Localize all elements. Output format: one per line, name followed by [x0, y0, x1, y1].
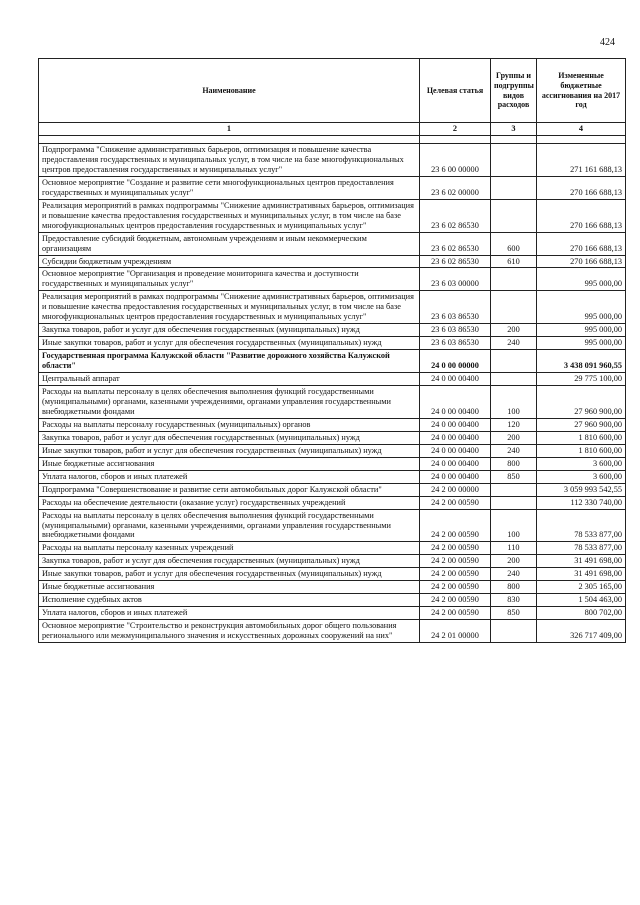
column-number: 1 [39, 123, 420, 136]
row-group: 240 [491, 337, 537, 350]
row-group: 850 [491, 470, 537, 483]
table-row [39, 470, 626, 483]
row-name: Подпрограмма "Совершенствование и развитие сети автомобильных дорог Калужской области" [39, 483, 420, 496]
row-name: Закупка товаров, работ и услуг для обеспечения государственных (муниципальных) нужд [39, 431, 420, 444]
table-row [39, 373, 626, 386]
row-name: Основное мероприятие "Создание и развитие сети многофункциональных центров предоставления государственных и муниципальных услуг" [39, 176, 420, 199]
row-amount: 1 504 463,00 [537, 594, 626, 607]
row-group [491, 483, 537, 496]
table-row [39, 457, 626, 470]
row-name: Расходы на выплаты персоналу казенных учреждений [39, 542, 420, 555]
row-amount: 270 166 688,13 [537, 255, 626, 268]
row-target-code: 24 0 00 00400 [420, 431, 491, 444]
row-target-code: 24 2 00 00590 [420, 594, 491, 607]
table-row [39, 555, 626, 568]
row-name: Субсидии бюджетным учреждениям [39, 255, 420, 268]
table-row [39, 324, 626, 337]
column-number-row [39, 123, 626, 136]
row-target-code: 24 2 00 00590 [420, 555, 491, 568]
row-name: Реализация мероприятий в рамках подпрограммы "Снижение административных барьеров, оптимизация и повышение качества предоставления государственных и муниципальных услуг, в том числе на базе многофункциональных центров предоставления государственных и муниципальных услуг" [39, 199, 420, 232]
budget-table [38, 58, 626, 643]
table-row [39, 581, 626, 594]
row-amount: 270 166 688,13 [537, 199, 626, 232]
row-group: 110 [491, 542, 537, 555]
row-name: Закупка товаров, работ и услуг для обеспечения государственных (муниципальных) нужд [39, 324, 420, 337]
header-target: Целевая статья [420, 59, 491, 123]
row-group: 200 [491, 431, 537, 444]
row-amount: 78 533 877,00 [537, 542, 626, 555]
table-row [39, 337, 626, 350]
row-name: Иные закупки товаров, работ и услуг для обеспечения государственных (муниципальных) нужд [39, 444, 420, 457]
row-target-code: 24 2 00 00590 [420, 509, 491, 542]
row-target-code: 24 0 00 00400 [420, 373, 491, 386]
table-row [39, 255, 626, 268]
row-group: 800 [491, 581, 537, 594]
column-number: 2 [420, 123, 491, 136]
row-amount: 995 000,00 [537, 324, 626, 337]
row-amount: 78 533 877,00 [537, 509, 626, 542]
row-group [491, 199, 537, 232]
row-amount: 271 161 688,13 [537, 144, 626, 177]
table-row [39, 199, 626, 232]
row-amount: 31 491 698,00 [537, 568, 626, 581]
row-amount: 31 491 698,00 [537, 555, 626, 568]
row-target-code: 24 2 00 00000 [420, 483, 491, 496]
row-target-code: 24 2 01 00000 [420, 620, 491, 643]
row-name: Расходы на обеспечение деятельности (оказание услуг) государственных учреждений [39, 496, 420, 509]
row-group: 120 [491, 418, 537, 431]
table-row [39, 268, 626, 291]
table-row [39, 594, 626, 607]
row-amount: 2 305 165,00 [537, 581, 626, 594]
row-group: 800 [491, 457, 537, 470]
column-number: 4 [537, 123, 626, 136]
table-row [39, 176, 626, 199]
row-group: 240 [491, 444, 537, 457]
table-row [39, 620, 626, 643]
row-target-code: 23 6 00 00000 [420, 144, 491, 177]
row-group: 240 [491, 568, 537, 581]
row-name: Уплата налогов, сборов и иных платежей [39, 470, 420, 483]
row-name: Иные закупки товаров, работ и услуг для обеспечения государственных (муниципальных) нужд [39, 337, 420, 350]
header-amount: Измененные бюджетные ассигнования на 2017 год [537, 59, 626, 123]
row-amount: 3 059 993 542,55 [537, 483, 626, 496]
row-group: 100 [491, 386, 537, 419]
row-target-code: 24 0 00 00400 [420, 386, 491, 419]
row-name: Расходы на выплаты персоналу в целях обеспечения выполнения функций государственными (муниципальными) органами, казенными учреждениями, органами управления государственными внебюджетными фондами [39, 386, 420, 419]
row-name: Подпрограмма "Снижение административных барьеров, оптимизация и повышение качества предоставления государственных и муниципальных услуг, в том числе на базе многофункциональных центров предоставления государственных и муниципальных услуг" [39, 144, 420, 177]
row-group [491, 291, 537, 324]
row-target-code: 24 2 00 00590 [420, 542, 491, 555]
row-amount: 995 000,00 [537, 268, 626, 291]
row-name: Иные закупки товаров, работ и услуг для обеспечения государственных (муниципальных) нужд [39, 568, 420, 581]
row-amount: 1 810 600,00 [537, 431, 626, 444]
row-amount: 270 166 688,13 [537, 232, 626, 255]
table-row [39, 431, 626, 444]
row-name: Исполнение судебных актов [39, 594, 420, 607]
table-row [39, 568, 626, 581]
row-amount: 27 960 900,00 [537, 386, 626, 419]
table-row [39, 509, 626, 542]
row-group [491, 268, 537, 291]
row-group: 200 [491, 555, 537, 568]
row-target-code: 23 6 02 86530 [420, 232, 491, 255]
table-row [39, 542, 626, 555]
row-group [491, 496, 537, 509]
header-name: Наименование [39, 59, 420, 123]
row-amount: 3 438 091 960,55 [537, 350, 626, 373]
row-amount: 326 717 409,00 [537, 620, 626, 643]
table-row [39, 418, 626, 431]
row-group [491, 176, 537, 199]
row-target-code: 23 6 03 86530 [420, 337, 491, 350]
row-group [491, 144, 537, 177]
row-name: Основное мероприятие "Строительство и реконструкция автомобильных дорог общего пользования регионального или межмуниципального значения и искусственных дорожных сооружений на них" [39, 620, 420, 643]
row-group: 100 [491, 509, 537, 542]
row-target-code: 24 2 00 00590 [420, 581, 491, 594]
row-target-code: 24 0 00 00400 [420, 457, 491, 470]
table-row [39, 483, 626, 496]
row-amount: 112 330 740,00 [537, 496, 626, 509]
column-number: 3 [491, 123, 537, 136]
row-group [491, 350, 537, 373]
table-body [39, 144, 626, 643]
table-row [39, 291, 626, 324]
row-amount: 270 166 688,13 [537, 176, 626, 199]
row-amount: 29 775 100,00 [537, 373, 626, 386]
row-name: Государственная программа Калужской области "Развитие дорожного хозяйства Калужской области" [39, 350, 420, 373]
table-row [39, 444, 626, 457]
row-group [491, 620, 537, 643]
row-group: 850 [491, 607, 537, 620]
row-group: 200 [491, 324, 537, 337]
row-amount: 995 000,00 [537, 291, 626, 324]
row-amount: 27 960 900,00 [537, 418, 626, 431]
row-target-code: 24 0 00 00000 [420, 350, 491, 373]
row-name: Центральный аппарат [39, 373, 420, 386]
row-target-code: 24 2 00 00590 [420, 607, 491, 620]
row-name: Основное мероприятие "Организация и проведение мониторинга качества и доступности государственных и муниципальных услуг" [39, 268, 420, 291]
row-name: Предоставление субсидий бюджетным, автономным учреждениям и иным некоммерческим организациям [39, 232, 420, 255]
spacer-row [39, 136, 626, 144]
row-name: Расходы на выплаты персоналу в целях обеспечения выполнения функций государственными (муниципальными) органами, казенными учреждениями, органами управления государственными внебюджетными фондами [39, 509, 420, 542]
row-name: Закупка товаров, работ и услуг для обеспечения государственных (муниципальных) нужд [39, 555, 420, 568]
row-name: Расходы на выплаты персоналу государственных (муниципальных) органов [39, 418, 420, 431]
row-amount: 3 600,00 [537, 470, 626, 483]
row-name: Реализация мероприятий в рамках подпрограммы "Снижение административных барьеров, оптимизация и повышение качества предоставления государственных и муниципальных услуг, в том числе на базе многофункциональных центров предоставления государственных и муниципальных услуг" [39, 291, 420, 324]
row-target-code: 23 6 03 86530 [420, 324, 491, 337]
row-group: 830 [491, 594, 537, 607]
row-group [491, 373, 537, 386]
row-target-code: 24 0 00 00400 [420, 444, 491, 457]
row-amount: 995 000,00 [537, 337, 626, 350]
table-row [39, 607, 626, 620]
row-target-code: 23 6 02 86530 [420, 255, 491, 268]
row-target-code: 24 0 00 00400 [420, 470, 491, 483]
table-header-row [39, 59, 626, 123]
row-group: 600 [491, 232, 537, 255]
table-row [39, 144, 626, 177]
table-row [39, 232, 626, 255]
table-row [39, 350, 626, 373]
row-amount: 800 702,00 [537, 607, 626, 620]
row-amount: 1 810 600,00 [537, 444, 626, 457]
table-row [39, 386, 626, 419]
row-target-code: 23 6 03 00000 [420, 268, 491, 291]
page-number: 424 [600, 37, 615, 48]
row-target-code: 23 6 02 00000 [420, 176, 491, 199]
header-group: Группы и подгруппы видов расходов [491, 59, 537, 123]
row-name: Иные бюджетные ассигнования [39, 581, 420, 594]
row-target-code: 23 6 03 86530 [420, 291, 491, 324]
row-amount: 3 600,00 [537, 457, 626, 470]
row-name: Иные бюджетные ассигнования [39, 457, 420, 470]
row-target-code: 24 0 00 00400 [420, 418, 491, 431]
row-target-code: 24 2 00 00590 [420, 496, 491, 509]
table-row [39, 496, 626, 509]
row-target-code: 23 6 02 86530 [420, 199, 491, 232]
row-target-code: 24 2 00 00590 [420, 568, 491, 581]
row-name: Уплата налогов, сборов и иных платежей [39, 607, 420, 620]
row-group: 610 [491, 255, 537, 268]
